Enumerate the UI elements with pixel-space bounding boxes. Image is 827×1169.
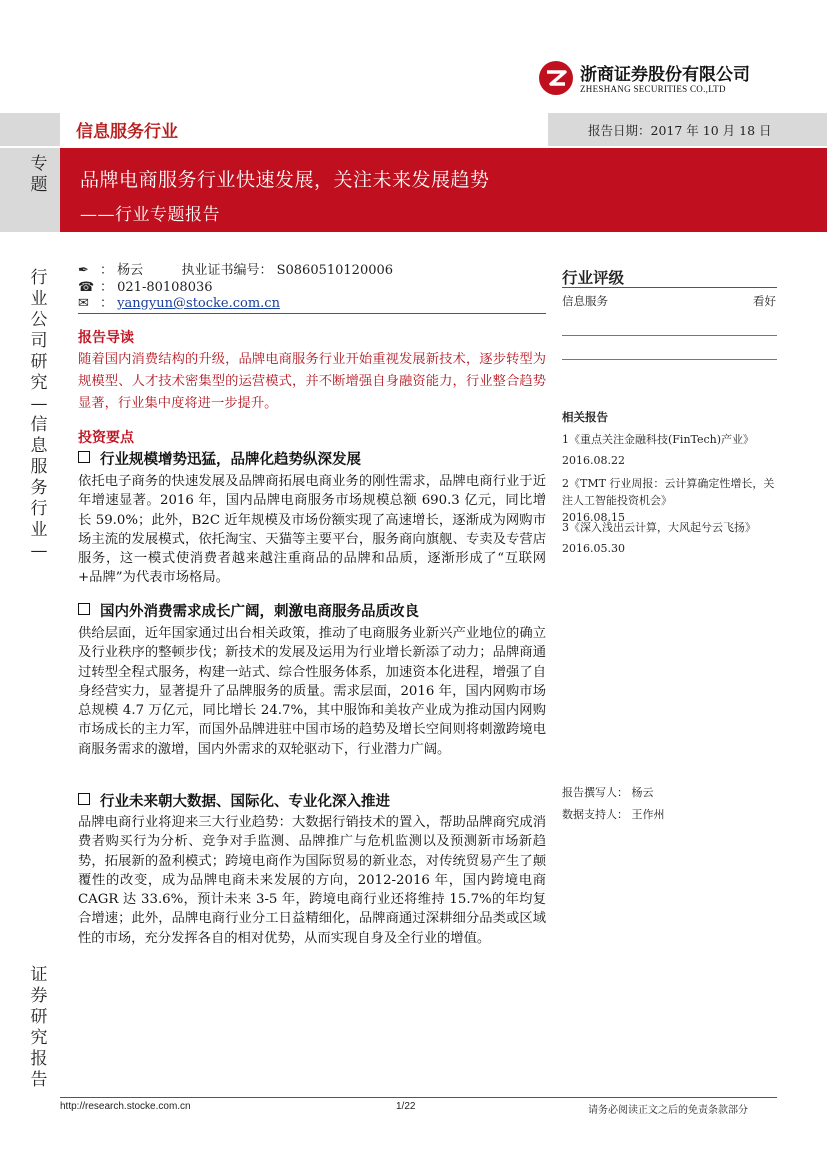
author-divider [78,313,546,314]
pen-icon: ✒ [78,263,89,278]
industry-name: 信息服务行业 [76,122,178,142]
point-body-2: 供给层面，近年国家通过出台相关政策，推动了电商服务业新兴产业地位的确立及行业秩序的整顿步伐；新技术的发展及运用为行业增长新添了动力；品牌商通过转型全程式服务，构建一站式、综合性服务体系，加速资本化进程，增强了自身经营实力，显著提升了品牌服务的质量。需求层面，2016 年，国内网购市场总规模 4.7 万亿元，同比增长 24.7%，其中服饰和美妆产业成为推动国内网购市场成长的主力军，而国外品牌进驻中国市场的趋势及增长空间则将刺激跨境电商服务需求的激增，国内外需求的双轮驱动下，行业潜力广阔。 [78,626,546,757]
rating-title: 行业评级 [562,269,625,287]
checkbox-bullet-icon [78,603,90,615]
phone-row: ☎ ： 021-80108036 [78,280,213,295]
right-divider [562,359,777,360]
point-head-2: 国内外消费需求成长广阔，刺激电商服务品质改良 [78,600,419,621]
author-row: ✒ ： 杨云 执业证书编号： S0860510120006 [78,263,394,278]
point-body-1: 依托电子商务的快速发展及品牌商拓展电商业务的刚性需求，品牌电商行业于近年增速显著。2016 年，国内品牌电商服务市场规模总额 690.3 亿元，同比增长 59.0%；此外，B2C 近年规模及市场份额实现了高速增长，逐渐成为网购市场主流的发展模式，依托淘宝、天猫等主要平台，服务商向旗舰、专卖及专营店服务，这一模式使消费者越来越注重商品的品牌和品质，逐渐形成了“互联网+品牌”为代表市场格局。 [78,474,546,586]
related-item-3[interactable]: 3《深入浅出云计算，大风起兮云飞扬》 2016.05.30 [562,521,756,555]
checkbox-bullet-icon [78,451,90,463]
report-subtitle: ——行业专题报告 [80,205,220,225]
rating-row [562,293,776,309]
zheshang-logo-icon [538,60,574,96]
related-item-2[interactable]: 2《TMT 行业周报：云计算确定性增长，关注人工智能投资机会》 2016.08.15 [562,477,775,524]
page-number: 1/22 [396,1101,416,1112]
company-name-cn: 浙商证券股份有限公司 [580,65,750,85]
related-title: 相关报告 [562,410,608,424]
report-writer: 报告撰写人： 杨云 [562,786,654,799]
rating-value: 看好 [753,294,776,308]
author-name: 杨云 [117,263,144,278]
email-row: ✉ ： yangyun@stocke.com.cn [78,296,280,311]
side-label-bottom: 证券研究报告 [30,965,48,1090]
guide-title: 报告导读 [78,330,134,346]
rating-sector: 信息服务 [562,294,608,308]
right-divider [562,335,777,336]
side-label-middle: 行业公司研究—信息服务行业— [30,268,48,561]
footer-url[interactable]: http://research.stocke.com.cn [60,1101,191,1112]
rating-divider [562,287,777,288]
data-support: 数据支持人： 王作州 [562,808,665,821]
author-email[interactable]: yangyun@stocke.com.cn [117,296,280,311]
guide-text: 随着国内消费结构的升级，品牌电商服务行业开始重视发展新技术，逐步转型为规模型、人才技术密集型的运营模式，并不断增强自身融资能力，行业整合趋势显著，行业集中度将进一步提升。 [78,352,546,411]
cert-label: 执业证书编号： [181,263,273,278]
side-label-top: 专题 [30,154,48,195]
related-item-1[interactable]: 1《重点关注金融科技(FinTech)产业》 2016.08.22 [562,433,755,467]
cert-number: S0860510120006 [276,263,394,278]
report-date: 报告日期：2017 年 10 月 18 日 [588,123,772,138]
investment-title: 投资要点 [78,430,134,446]
author-phone: 021-80108036 [117,280,213,295]
point-head-1: 行业规模增势迅猛，品牌化趋势纵深发展 [78,448,361,469]
checkbox-bullet-icon [78,793,90,805]
point-body-3: 品牌电商行业将迎来三大行业趋势：大数据行销技术的置入，帮助品牌商究成消费者购买行为分析、竞争对手监测、品牌推广与危机监测以及预测新市场新趋势，拓展新的盈利模式；跨境电商作为国际贸易的新业态，对传统贸易产生了颠覆性的改变，成为品牌电商未来发展的方向，2012-2016 年，国内跨境电商 CAGR 达 33.6%，预计未来 3-5 年，跨境电商行业还将维持 15.7%的年均复合增速；此外，品牌电商行业分工日益精细化，品牌商通过深耕细分品类或区域性的市场，充分发挥各自的相对优势，从而实现自身及全行业的增值。 [78,815,546,946]
company-name-en: ZHESHANG SECURITIES CO.,LTD [580,84,726,94]
footer-disclaimer: 请务必阅读正文之后的免责条款部分 [588,1105,748,1116]
footer-divider [60,1097,777,1098]
mail-icon: ✉ [78,296,89,311]
point-head-3: 行业未来朝大数据、国际化、专业化深入推进 [78,790,390,811]
report-title: 品牌电商服务行业快速发展，关注未来发展趋势 [80,169,490,191]
company-logo [538,60,778,100]
phone-icon: ☎ [78,280,95,295]
